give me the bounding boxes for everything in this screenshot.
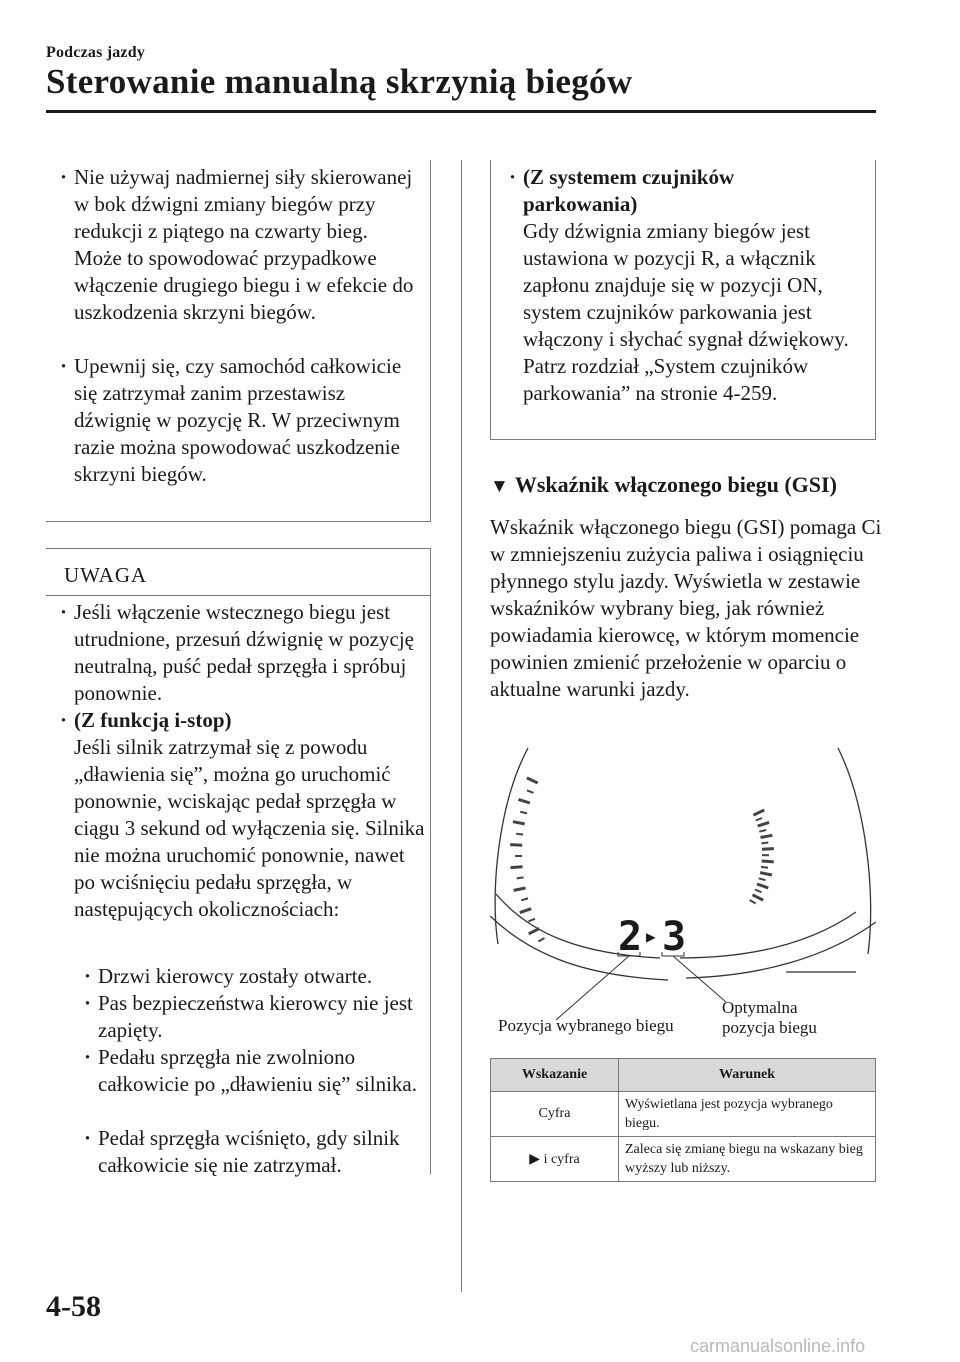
table-cell-indicator-text: i cyfra xyxy=(540,1151,580,1167)
right-gauge xyxy=(680,748,876,978)
shift-arrow-icon: ▶ xyxy=(529,1151,541,1167)
shift-arrow-icon: ▶ xyxy=(646,927,656,946)
bullet-dot: · xyxy=(60,354,68,378)
gauge-tick xyxy=(519,799,530,803)
bullet-dot: · xyxy=(60,600,68,624)
bullet-dot: · xyxy=(84,991,92,1015)
gauge-tick xyxy=(516,834,523,835)
gauge-tick xyxy=(527,790,534,793)
table-cell-indicator xyxy=(491,1137,619,1182)
gsi-description: Wskaźnik włączonego biegu (GSI) pomaga Ci w zmniejszeniu zużycia paliwa i osiągnięciu płynnego stylu jazdy. Wyświetla w zestawie wskaźników wybrany bieg, jak również powiadamia kierowcę, w którym momencie powinien zmienić przełożenie w oparciu o aktualne warunki jazdy. xyxy=(490,515,882,701)
gauge-tick xyxy=(529,919,536,922)
note-sub-bullet-text: Drzwi kierowcy zostały otwarte. xyxy=(98,964,373,988)
parking-title: (Z systemem czujników parkowania) xyxy=(523,165,735,216)
gsi-cluster-illustration xyxy=(490,744,876,1044)
gauge-tick xyxy=(761,867,768,868)
caution-bullet xyxy=(60,353,420,488)
gauge-tick xyxy=(517,877,524,878)
note-sub-bullet xyxy=(84,990,429,1044)
optimal-gear-digit: 3 xyxy=(662,914,687,960)
bullet-dot: · xyxy=(60,708,68,732)
left-gauge-ticks xyxy=(510,778,544,942)
gauge-tick xyxy=(756,818,763,821)
gauge-tick xyxy=(762,861,774,862)
page-title: Sterowanie manualną skrzynią biegów xyxy=(46,62,633,101)
gauge-tick xyxy=(510,845,522,846)
label-selected-gear: Pozycja wybranego biegu xyxy=(498,1016,674,1035)
gauge-tick xyxy=(513,822,525,824)
gauge-tick xyxy=(520,909,531,913)
note-sub-bullet-text: Pedał sprzęgła wciśnięto, gdy silnik całkowicie się nie zatrzymał. xyxy=(98,1126,400,1177)
label-optimal-gear-line2: pozycja biegu xyxy=(722,1018,817,1037)
table-cell-indicator: Cyfra xyxy=(491,1092,619,1137)
bullet-dot: · xyxy=(84,964,92,988)
gsi-indication-table xyxy=(490,1058,876,1182)
callout-line-selected xyxy=(556,956,629,1020)
table-header: Wskazanie xyxy=(491,1059,619,1092)
table-header-row xyxy=(491,1059,876,1092)
parking-sensors-panel xyxy=(490,160,876,440)
right-gauge-ticks xyxy=(750,810,774,904)
triangle-down-icon: ▼ xyxy=(490,476,509,497)
gauge-tick xyxy=(759,878,766,880)
gauge-tick xyxy=(758,822,769,826)
gsi-heading-text: Wskaźnik włączonego biegu (GSI) xyxy=(514,472,837,497)
watermark[interactable]: carmanualsonline.info xyxy=(690,1336,866,1356)
table-cell-condition: Wyświetlana jest pozycja wybranego biegu. xyxy=(619,1092,876,1137)
gauge-tick xyxy=(538,938,544,942)
gauge-tick xyxy=(762,849,774,850)
gauge-tick xyxy=(520,812,527,814)
column-divider xyxy=(461,160,462,1292)
page-number: 4-58 xyxy=(46,1290,101,1323)
note-bullet-title: (Z funkcją i-stop) xyxy=(74,708,232,732)
note-bullet xyxy=(60,599,425,707)
note-sub-bullet xyxy=(84,963,429,990)
gauge-tick xyxy=(514,888,526,890)
table-header: Warunek xyxy=(619,1059,876,1092)
gsi-heading xyxy=(490,472,837,498)
caution-bullet-text: Nie używaj nadmiernej siły skierowanej w bok dźwigni zmiany biegów przy redukcji z piątego na czwarty bieg. Może to spowodować przypadkowe włączenie drugiego biegu i w efekcie do uszkodzenia skrzyni biegów. xyxy=(74,165,414,324)
caution-bullet-text: Upewnij się, czy samochód całkowicie się zatrzymał zanim przestawisz dźwignię w pozycję R. W przeciwnym razie można spowodować uszkodzenie skrzyni biegów. xyxy=(74,354,402,486)
bullet-dot: · xyxy=(509,165,517,189)
caution-bullet xyxy=(60,164,420,326)
bullet-dot: · xyxy=(84,1045,92,1069)
title-rule xyxy=(46,110,876,113)
callout-line-optimal xyxy=(673,956,726,1002)
gauge-tick xyxy=(521,898,528,900)
gauge-tick xyxy=(757,884,768,888)
gauge-tick xyxy=(529,929,540,934)
gauge-tick xyxy=(755,890,762,893)
gauge-tick xyxy=(761,843,768,844)
gauge-tick xyxy=(511,867,523,868)
gauge-tick xyxy=(759,830,766,832)
note-sub-bullet-text: Pas bezpieczeństwa kierowcy nie jest zapięty. xyxy=(98,991,413,1042)
gauge-tick xyxy=(760,873,772,875)
table-cell-condition: Zaleca się zmianę biegu na wskazany bieg wyższy lub niższy. xyxy=(619,1137,876,1182)
gauge-tick xyxy=(527,778,538,783)
table-row xyxy=(491,1137,876,1182)
bullet-dot: · xyxy=(84,1126,92,1150)
note-sub-bullet xyxy=(84,1125,429,1179)
current-gear-digit: 2 xyxy=(618,914,643,960)
bullet-dot: · xyxy=(60,165,68,189)
note-bullet xyxy=(60,707,425,923)
note-heading: UWAGA xyxy=(64,563,148,587)
note-bullet-text: Jeśli silnik zatrzymał się z powodu „dławienia się”, można go uruchomić ponownie, wciskając pedał sprzęgła w ciągu 3 sekund od wyłączenia się. Silnika nie można uruchomić ponownie, nawet po wciśnięciu pedału sprzęgła, w następujących okolicznościach: xyxy=(74,735,425,921)
note-bullet-text: Jeśli włączenie wstecznego biegu jest utrudnione, przesuń dźwignię w pozycję neutralną, puść pedał sprzęgła i spróbuj ponownie. xyxy=(74,600,414,705)
gear-display xyxy=(618,914,686,960)
section-label: Podczas jazdy xyxy=(46,44,146,61)
note-sub-bullet-text: Pedału sprzęgła nie zwolniono całkowicie po „dławieniu się” silnika. xyxy=(98,1045,417,1096)
gauge-tick xyxy=(753,810,764,815)
table-row xyxy=(491,1092,876,1137)
gauge-tick xyxy=(761,835,773,837)
note-panel xyxy=(46,548,431,1177)
label-optimal-gear-line1: Optymalna xyxy=(722,998,798,1017)
callout-brackets xyxy=(556,952,726,1020)
gauge-tick xyxy=(750,900,756,904)
note-sub-bullet xyxy=(84,1044,429,1098)
note-header xyxy=(46,549,430,596)
parking-text: Gdy dźwignia zmiany biegów jest ustawiona w pozycji R, a włącznik zapłonu znajduje się w pozycji ON, system czujników parkowania jest włączony i słychać sygnał dźwiękowy. xyxy=(523,219,849,351)
gauge-tick xyxy=(753,895,764,900)
parking-reference: Patrz rozdział „System czujników parkowania” na stronie 4-259. xyxy=(523,354,809,405)
parking-bullet xyxy=(509,164,864,407)
caution-panel xyxy=(46,160,431,522)
